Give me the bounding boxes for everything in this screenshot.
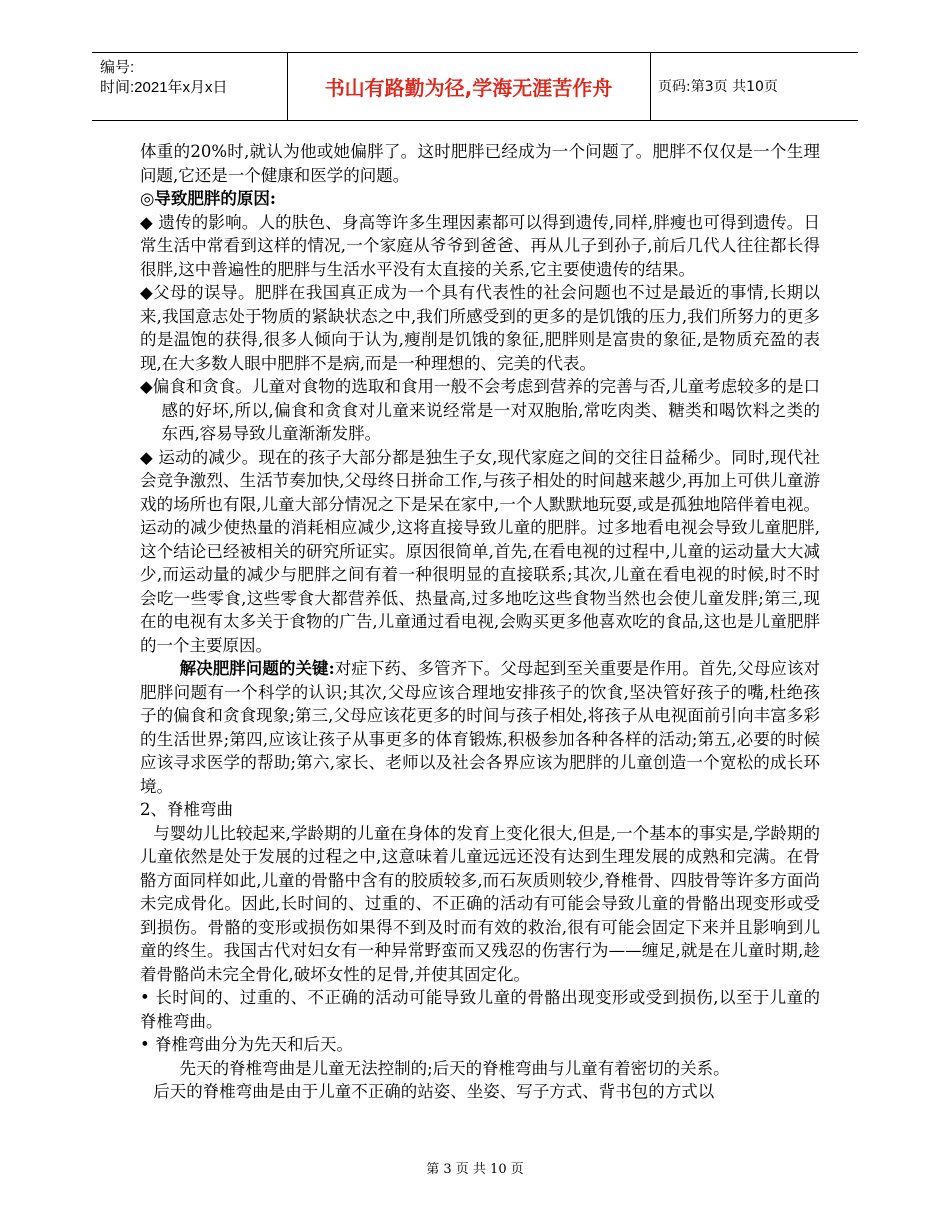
header-motto: 书山有路勤为径,学海无涯苦作舟 — [324, 75, 613, 100]
header-page-info: 页码:第3页 共10页 — [658, 79, 778, 95]
bullet-paragraph: ◆偏食和贪食。儿童对食物的选取和食用一般不会考虑到营养的完善与否,儿童考虑较多的是口感的好坏,所以,偏食和贪食对儿童来说经常是一对双胞胎,常吃肉类、糖类和喝饮料之类的东西,容易导致儿童渐渐发胖。 — [140, 377, 820, 443]
section-heading-spine: 2、脊椎弯曲 — [140, 800, 233, 819]
header-bottom-rule — [92, 120, 858, 121]
bullet-paragraph: • 长时间的、过重的、不正确的活动可能导致儿童的骨骼出现变形或受到损伤,以至于儿童的脊椎弯曲。 — [140, 988, 820, 1031]
paragraph: 与婴幼儿比较起来,学龄期的儿童在身体的发育上变化很大,但是,一个基本的事实是,学龄期的儿童依然是处于发展的过程之中,这意味着儿童远远还没有达到生理发展的成熟和完满。在骨骼方面同样如此,儿童的骨骼中含有的胶质较多,而石灰质则较少,脊椎骨、四肢骨等许多方面尚未完成骨化。因此,长时间的、过重的、不正确的活动有可能会导致儿童的骨骼出现变形或受到损伤。骨骼的变形或损伤如果得不到及时而有效的救治,很有可能会固定下来并且影响到儿童的终生。我国古代对妇女有一种异常野蛮而又残忍的伤害行为——缠足,就是在儿童时期,趁着骨骼尚未完全骨化,破坏女性的足骨,并使其固定化。 — [140, 823, 820, 984]
header-time-label: 时间:2021年x月x日 — [100, 79, 228, 96]
paragraph: 体重的20%时,就认为他或她偏胖了。这时肥胖已经成为一个问题了。肥胖不仅仅是一个生理问题,它还是一个健康和医学的问题。 — [140, 142, 820, 185]
bullet-paragraph: ◆ 运动的减少。现在的孩子大部分都是独生子女,现代家庭之间的交往日益稀少。同时,现代社会竞争激烈、生活节奏加快,父母终日拼命工作,与孩子相处的时间越来越少,再加上可供儿童游戏的场所也有限,儿童大部分情况之下是呆在家中,一个人默默地玩耍,或是孤独地陪伴着电视。运动的减少使热量的消耗相应减少,这将直接导致儿童的肥胖。过多地看电视会导致儿童肥胖,这个结论已经被相关的研究所证实。原因很简单,首先,在看电视的过程中,儿童的运动量大大减少,而运动量的减少与肥胖之间有着一种很明显的直接联系;其次,儿童在看电视的时候,时不时会吃一些零食,这些零食大都营养低、热量高,过多地吃这些食物当然也会使儿童发胖;第三,现在的电视有太多关于食物的广告,儿童通过看电视,会购买更多他喜欢吃的食品,这也是儿童肥胖的一个主要原因。 — [140, 447, 820, 655]
header-meta — [100, 58, 228, 98]
paragraph: 后天的脊椎弯曲是由于儿童不正确的站姿、坐姿、写子方式、背书包的方式以 — [153, 1082, 715, 1101]
bullet-paragraph: • 脊椎弯曲分为先天和后天。 — [140, 1035, 353, 1054]
bullet-paragraph: ◆ 遗传的影响。人的肤色、身高等许多生理因素都可以得到遗传,同样,胖瘦也可得到遗传。日常生活中常看到这样的情况,一个家庭从爷爷到爸爸、再从儿子到孙子,前后几代人往往都长得很胖,这中普遍性的肥胖与生活水平没有太直接的关系,它主要使遗传的结果。 — [140, 212, 820, 279]
paragraph: 先天的脊椎弯曲是儿童无法控制的;后天的脊椎弯曲与儿童有着密切的关系。 — [179, 1058, 730, 1078]
header-number-label: 编号: — [100, 59, 135, 76]
page-footer: 第 3 页 共 10 页 — [426, 1162, 524, 1177]
key-solution-heading: 解决肥胖问题的关键: — [179, 659, 335, 678]
paragraph-key-solution — [140, 657, 820, 798]
section-heading-causes: ◎导致肥胖的原因: — [140, 189, 276, 208]
bullet-paragraph: ◆父母的误导。肥胖在我国真正成为一个具有代表性的社会问题也不过是最近的事情,长期以来,我国意志处于物质的紧缺状态之中,我们所感受到的更多的是饥饿的压力,我们所努力的更多的是温饱的获得,很多人倾向于认为,瘦削是饥饿的象征,肥胖则是富贵的象征,是物质充盈的表现,在大多数人眼中肥胖不是病,而是一种理想的、完美的代表。 — [140, 283, 820, 373]
key-solution-text: 对症下药、多管齐下。父母起到至关重要是作用。首先,父母应该对肥胖问题有一个科学的认识;其次,父母应该合理地安排孩子的饮食,坚决管好孩子的嘴,杜绝孩子的偏食和贪食现象;第三,父母应该花更多的时间与孩子相处,将孩子从电视面前引向丰富多彩的生活世界;第四,应该让孩子从事更多的体育锻炼,积极参加各种各样的活动;第五,必要的时候应该寻求医学的帮助;第六,家长、老师以及社会各界应该为肥胖的儿童创造一个宽松的成长环境。 — [140, 659, 821, 796]
document-body — [140, 140, 820, 1104]
header-divider-right — [650, 52, 651, 120]
